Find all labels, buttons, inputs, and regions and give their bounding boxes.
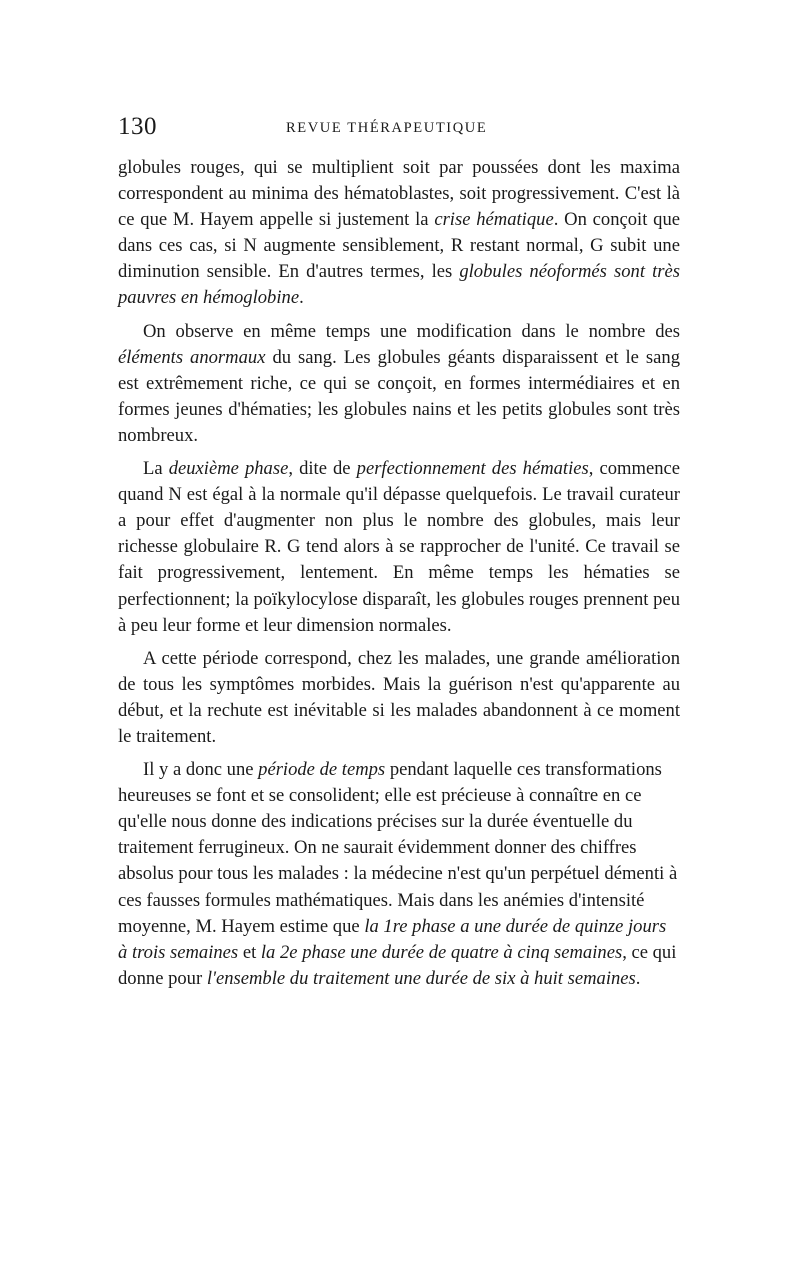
body-text [118,155,680,999]
text-segment: , commence quand N est égal à la normale qu'il dépasse quelquefois. Le travail curateur a pour effet d'augmenter non plus le nombre des globules, mais leur richesse globulaire R. G tend alors à se rapprocher de l'unité. Ce travail se fait progressivement, lentement. En même temps les hématies se perfectionnent; la poïkylocylose disparaît, les globules rouges prennent peu à peu leur forme et leur dimension normales. [118,458,680,636]
italic-term: la 2e phase une durée de quatre à cinq semaines [260,941,623,963]
italic-term: crise hématique [434,209,554,231]
italic-term: globules néoformés sont très pauvres en hémoglobine [118,261,680,309]
running-head [118,112,680,144]
text-segment: On observe en même temps une modification dans le nombre des [143,320,680,342]
text-segment: du sang. Les globules géants disparaissent et le sang est extrêmement riche, ce qui se conçoit, en formes intermédiaires et en formes jeunes d'hématies; les globules nains et les petits globules sont très nombreux. [118,346,681,446]
text-segment: pendant laquelle ces transformations heureuses se font et se consolident; elle est précieuse à connaître en ce qu'elle nous donne des indications précises sur la durée éventuelle du traitement ferrugineux. On ne saurait évidemment donner des chiffres absolus pour tous les malades : la médecine n'est qu'un perpétuel démenti à ces fausses formules mathématiques. Mais dans les anémies d'intensité moyenne, M. Hayem estime que [118,759,678,937]
text-segment: , ce qui donne pour [118,941,677,989]
paragraph-1 [118,155,680,312]
italic-term: éléments anormaux [118,346,266,368]
italic-term: la 1re phase a une durée de quinze jours à trois semaines [118,915,667,963]
text-segment: A cette période correspond, chez les malades, une grande amélioration de tous les symptômes morbides. Mais la guérison n'est qu'apparente au début, et la rechute est inévitable si les malades abandonnent à ce moment le traitement. [118,647,680,747]
paragraph-4 [118,646,680,750]
paragraph-5 [118,757,680,992]
text-segment: Il y a donc une [143,759,259,781]
text-segment: . On conçoit que dans ces cas, si N augmente sensiblement, R restant normal, G subit une diminution sensible. En d'autres termes, les [118,209,681,283]
page-number: 130 [118,113,157,140]
paragraph-3 [118,456,680,639]
text-segment: et [238,941,261,963]
italic-term: deuxième phase [168,458,289,480]
text-segment: . [299,287,304,309]
paragraph-2 [118,319,680,449]
italic-term: perfectionnement des hématies [356,458,589,480]
text-segment: . [635,967,641,989]
italic-term: période de temps [258,759,386,781]
text-segment: , dite de [288,458,357,480]
text-segment: La [143,458,169,480]
italic-term: l'ensemble du traitement une durée de six à huit semaines [206,967,636,989]
journal-title: REVUE THÉRAPEUTIQUE [286,120,488,136]
text-segment: globules rouges, qui se multiplient soit par poussées dont les maxima correspondent au minima des hématoblastes, soit progressivement. C'est là ce que M. Hayem appelle si justement la [118,157,680,231]
